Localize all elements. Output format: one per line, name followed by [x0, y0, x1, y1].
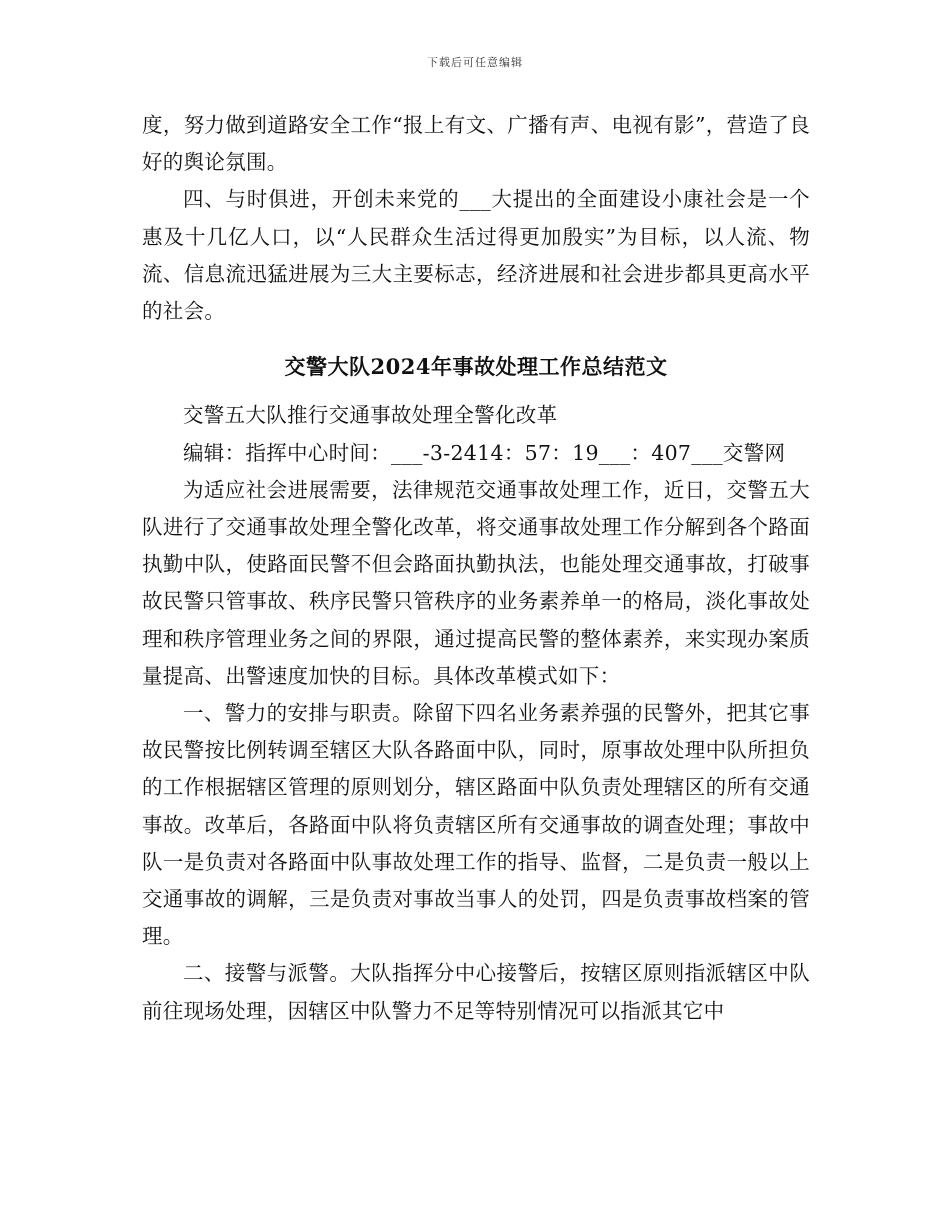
- paragraph-section-one: 一、警力的安排与职责。除留下四名业务素养强的民警外，把其它事故民警按比例转调至辖区大队各路面中队，同时，原事故处理中队所担负的工作根据辖区管理的原则划分，辖区路面中队负责处理辖区的所有交通事故。改革后，各路面中队将负责辖区所有交通事故的调查处理；事故中队一是负责对各路面中队事故处理工作的指导、监督，二是负责一般以上交通事故的调解，三是负责对事故当事人的处罚，四是负责事故档案的管理。: [142, 701, 810, 949]
- paragraph-intro: 为适应社会进展需要，法律规范交通事故处理工作，近日，交警五大队进行了交通事故处理全警化改革，将交通事故处理工作分解到各个路面执勤中队，使路面民警不但会路面执勤执法，也能处理交通事故，打破事故民警只管事故、秩序民警只管秩序的业务素养单一的格局，淡化事故处理和秩序管理业务之间的界限，通过提高民警的整体素养，来实现办案质量提高、出警速度加快的目标。具体改革模式如下：: [142, 477, 810, 688]
- paragraph-section-four: 四、与时俱进，开创未来党的___大提出的全面建设小康社会是一个惠及十几亿人口，以“人民群众生活过得更加殷实”为目标，以人流、物流、信息流迅猛进展为三大主要标志，经济进展和社会进步都具更高水平的社会。: [142, 187, 810, 324]
- document-title: 交警大队2024年事故处理工作总结范文: [284, 354, 668, 380]
- document-subtitle: 交警五大队推行交通事故处理全警化改革: [183, 403, 558, 428]
- editor-line: 编辑：指挥中心时间：___-3-2414：57：19___：407___交警网: [183, 440, 786, 465]
- paragraph-section-two: 二、接警与派警。大队指挥分中心接警后，按辖区原则指派辖区中队前往现场处理，因辖区中队警力不足等特别情况可以指派其它中: [142, 961, 810, 1023]
- document-body: [142, 107, 810, 1030]
- paragraph-continuation: 度，努力做到道路安全工作“报上有文、广播有声、电视有影”，营造了良好的舆论氛围。: [142, 113, 810, 175]
- page-header-note: 下载后可任意编辑: [427, 56, 523, 69]
